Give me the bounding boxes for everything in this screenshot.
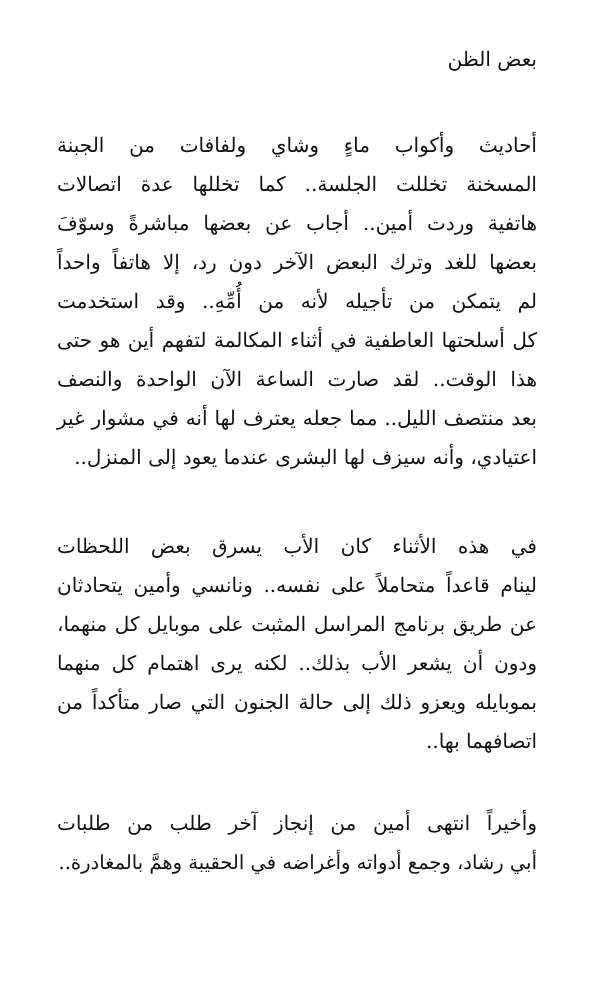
page-header: بعض الظن (447, 47, 537, 71)
text-line: وأخيراً انتهى أمين من إنجاز آخر طلب من طلبات (57, 811, 537, 835)
text-line: اتصافهما بها.. (426, 729, 537, 753)
text-line: عن طريق برنامج المراسل المثبت على موبايل كل منهما، (57, 612, 537, 636)
text-line: أحاديث وأكواب ماءٍ وشاي ولفافات من الجبنة (57, 133, 537, 157)
text-line: اعتيادي، وأنه سيزف لها البشرى عندما يعود إلى المنزل.. (74, 445, 537, 469)
text-line: كل أسلحتها العاطفية في أثناء المكالمة لتفهم أين هو حتى (57, 328, 537, 352)
text-line: بعد منتصف الليل.. مما جعله يعترف لها أنه في مشوار غير (57, 406, 537, 430)
paragraph-3 (57, 804, 537, 882)
text-line: في هذه الأثناء كان الأب يسرق بعض اللحظات (57, 534, 537, 558)
text-line: بعضها للغد وترك البعض الآخر دون رد، إلا هاتفاً واحداً (57, 250, 537, 274)
text-line: بموبايله ويعزو ذلك إلى حالة الجنون التي صار متأكداً من (57, 690, 537, 714)
paragraph-2 (57, 527, 537, 761)
text-line: لم يتمكن من تأجيله لأنه من أُمِّهِ.. وقد استخدمت (57, 289, 537, 313)
text-line: هذا الوقت.. لقد صارت الساعة الآن الواحدة والنصف (57, 367, 537, 391)
text-line: أبي رشاد، وجمع أدواته وأغراضه في الحقيبة وهمَّ بالمغادرة.. (58, 851, 537, 874)
text-line: لينام قاعداً متحاملاً على نفسه.. ونانسي وأمين يتحادثان (57, 573, 537, 597)
text-line: هاتفية وردت أمين.. أجاب عن بعضها مباشرةً وسوّفَ (57, 211, 537, 235)
text-line: ودون أن يشعر الأب بذلك.. لكنه يرى اهتمام كل منهما (57, 651, 537, 675)
text-line: المسخنة تخللت الجلسة.. كما تخللها عدة اتصالات (57, 172, 537, 196)
paragraph-1 (57, 126, 537, 477)
